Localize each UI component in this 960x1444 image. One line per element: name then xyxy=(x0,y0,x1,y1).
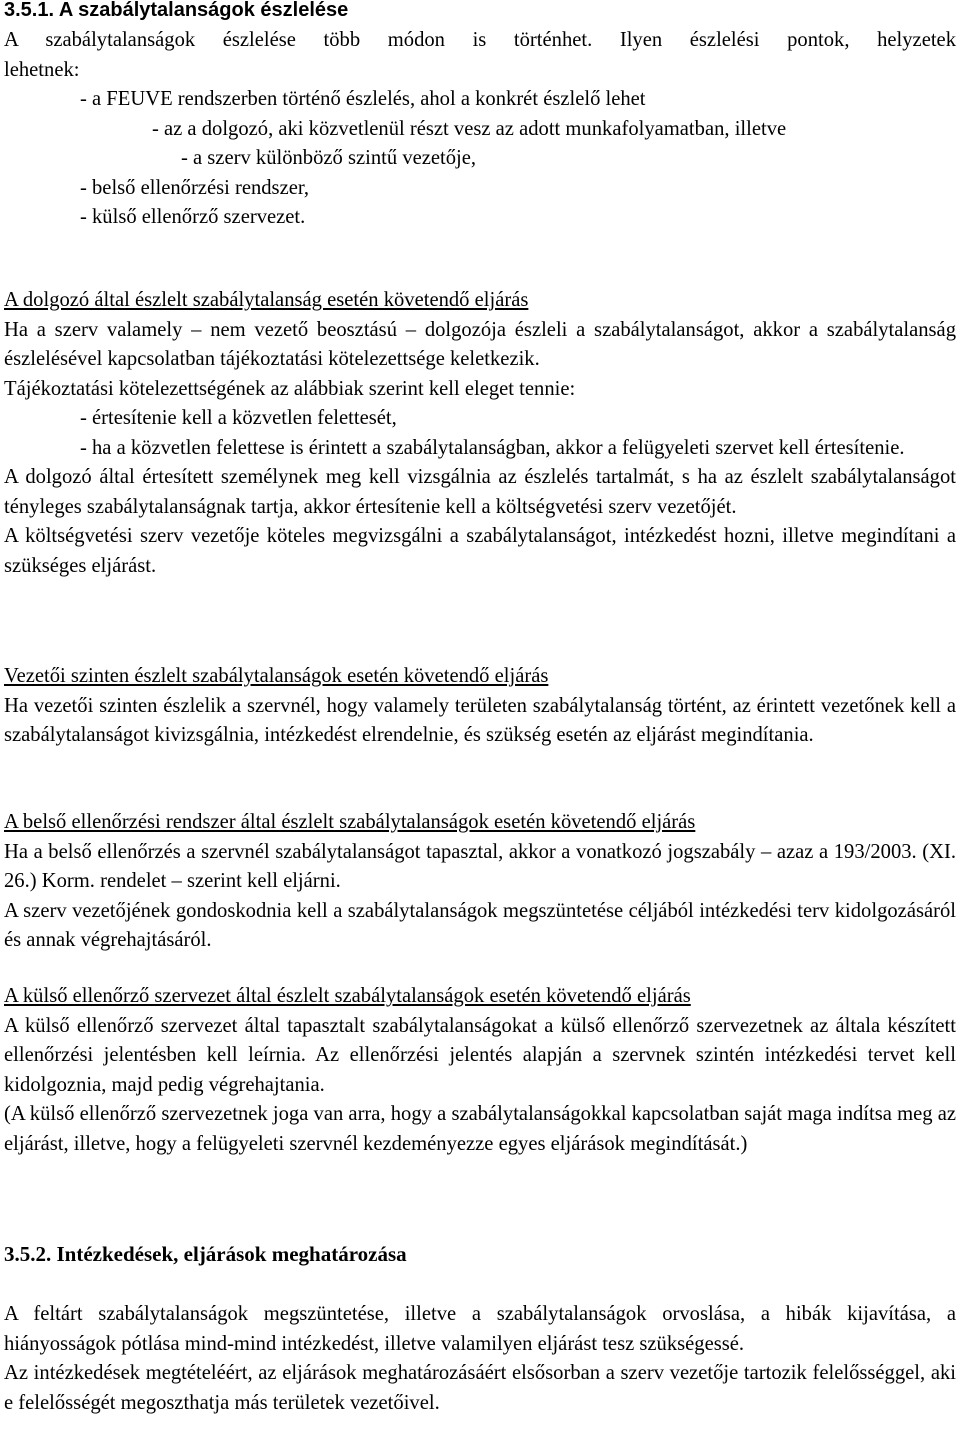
list-subitem-vezeto: - a szerv különböző szintű vezetője, xyxy=(181,147,477,169)
section-352-body xyxy=(4,1300,956,1418)
paragraph: Tájékoztatási kötelezettségének az alábbiak szerint kell eleget tennie: xyxy=(4,377,576,400)
paragraph: (A külső ellenőrző szervezetnek joga van arra, hogy a szabálytalanságokkal kapcsolatban saját maga indítsa meg az eljárást, illetve, hogy a felügyeleti szervnél kezdeményezze egyes eljárások megindítását.) xyxy=(4,1103,956,1155)
bullet-item: - ha a közvetlen felettese is érintett a szabálytalanságban, akkor a felügyeleti szervet kell értesítenie. xyxy=(80,436,905,459)
section-heading-351: 3.5.1. A szabálytalanságok észlelése xyxy=(4,0,349,21)
paragraph: Az intézkedések megtételéért, az eljárások meghatározásáért elsősorban a szerv vezetője tartozik felelősséggel, aki e felelősségét megoszthatja más területek vezetőivel. xyxy=(4,1362,956,1414)
section-heading-352: 3.5.2. Intézkedések, eljárások meghatározása xyxy=(4,1242,407,1266)
section-title-vezetoi: Vezetői szinten észlelt szabálytalanságok esetén követendő eljárás xyxy=(4,665,549,687)
paragraph: Ha vezetői szinten észlelik a szervnél, hogy valamely területen szabálytalanság történt, az érintett vezetőnek kell a szabálytalanságot kivizsgálnia, intézkedést elrendelnie, és szükség esetén az eljárást megindítania. xyxy=(4,694,956,746)
list-item-feuve: - a FEUVE rendszerben történő észlelés, ahol a konkrét észlelő lehet xyxy=(80,88,646,110)
section-title-belso: A belső ellenőrzési rendszer által észlelt szabálytalanságok esetén követendő eljárás xyxy=(4,811,696,833)
section-title-dolgozo: A dolgozó által észlelt szabálytalanság esetén követendő eljárás xyxy=(4,289,529,311)
paragraph: A feltárt szabálytalanságok megszüntetése, illetve a szabálytalanságok orvoslása, a hibák kijavítása, a hiányosságok pótlása mind-mind intézkedést, illetve valamilyen eljárást tesz szükségessé. xyxy=(4,1303,956,1355)
dolgozo-section xyxy=(4,286,956,581)
paragraph: Ha a belső ellenőrzés a szervnél szabálytalanságot tapasztal, akkor a vonatkozó jogszabály – azaz a 193/2003. (XI. 26.) Korm. rendelet – szerint kell eljárni. xyxy=(4,840,956,892)
paragraph: A költségvetési szerv vezetője köteles megvizsgálni a szabálytalanságot, intézkedést hozni, illetve megindítani a szükséges eljárást. xyxy=(4,525,956,577)
bullet-item: - értesítenie kell a közvetlen felettesét, xyxy=(80,407,397,429)
list-subitem-dolgozo: - az a dolgozó, aki közvetlenül részt vesz az adott munkafolyamatban, illetve xyxy=(152,117,787,140)
paragraph: Ha a szerv valamely – nem vezető beosztású – dolgozója észleli a szabálytalanságot, akkor a szabálytalanság észlelésével kapcsolatban tájékoztatási kötelezettsége keletkezik. xyxy=(4,318,956,370)
list-item-belso: - belső ellenőrzési rendszer, xyxy=(80,176,310,199)
belso-section xyxy=(4,808,956,956)
paragraph: A külső ellenőrző szervezet által tapasztalt szabálytalanságokat a külső ellenőrző szervezetnek az általa készített ellenőrzési jelentésben kell leírnia. Az ellenőrzési jelentés alapján a szervnek szintén intézkedési tervet kell kidolgoznia, majd pedig végrehajtania. xyxy=(4,1014,956,1096)
kulso-section xyxy=(4,982,956,1159)
intro-section xyxy=(4,26,956,233)
section-title-kulso: A külső ellenőrző szervezet által észlelt szabálytalanságok esetén követendő eljárás xyxy=(4,985,691,1007)
intro-line-1: A szabálytalanságok észlelése több módon is történhet. Ilyen észlelési pontok, helyzetek xyxy=(4,29,956,51)
vezetoi-section xyxy=(4,662,956,751)
paragraph: A dolgozó által értesített személynek meg kell vizsgálnia az észlelés tartalmát, s ha az észlelt szabálytalanságot tényleges szabálytalanságnak tartja, akkor értesítenie kell a költségvetési szerv vezetőjét. xyxy=(4,466,956,518)
paragraph: A szerv vezetőjének gondoskodnia kell a szabálytalanságok megszüntetése céljából intézkedési terv kidolgozásáról és annak végrehajtásáról. xyxy=(4,899,956,951)
intro-line-2: lehetnek: xyxy=(4,58,80,81)
list-item-kulso: - külső ellenőrző szervezet. xyxy=(80,206,306,228)
